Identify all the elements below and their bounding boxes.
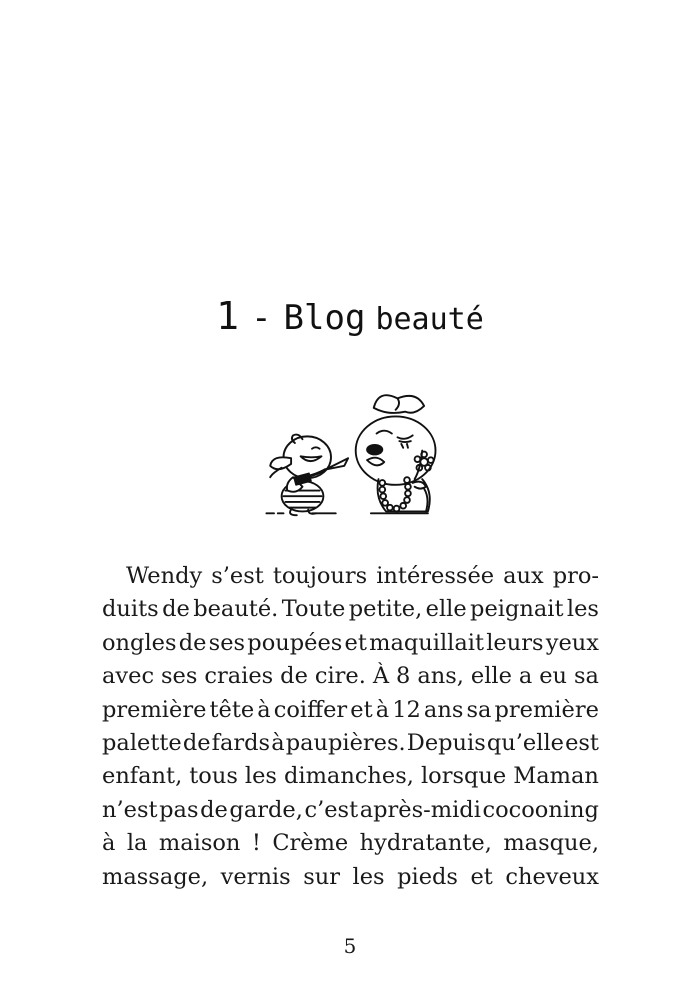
- text-line: [102, 560, 599, 593]
- word: aux: [503, 563, 544, 589]
- word: dimanches,: [283, 763, 414, 790]
- word: enfant,: [102, 763, 183, 790]
- word: Maman: [513, 763, 599, 790]
- text-line: [102, 627, 599, 660]
- word: masque,: [503, 830, 599, 857]
- word: paupières.: [285, 729, 406, 756]
- word: duits: [102, 596, 159, 623]
- chapter-number: 1: [216, 294, 240, 338]
- body-paragraph: [102, 560, 599, 894]
- chapter-title-word-1: Blog: [283, 298, 366, 338]
- word: ans,: [417, 663, 464, 690]
- word: a: [518, 663, 533, 690]
- word: Toute: [281, 596, 346, 623]
- word: avec: [102, 663, 155, 690]
- word: de: [280, 663, 308, 690]
- word: tête: [209, 696, 255, 723]
- word: sa: [574, 663, 599, 690]
- text-line: [102, 861, 599, 894]
- text-line: [102, 794, 599, 827]
- word: petite,: [348, 596, 423, 623]
- word: leurs: [486, 629, 544, 656]
- word: cire.: [314, 663, 366, 690]
- word: ses: [161, 663, 198, 690]
- child-figure-icon: [270, 435, 348, 516]
- word: beauté.: [193, 596, 279, 623]
- word: ses: [208, 629, 246, 656]
- word: c’est: [304, 796, 359, 823]
- word: 8: [396, 663, 411, 690]
- word: sur: [303, 863, 340, 890]
- word: à: [102, 830, 116, 857]
- word: peignait: [470, 596, 564, 623]
- word: de: [182, 729, 211, 756]
- word: de: [200, 796, 228, 823]
- word: et: [344, 629, 367, 656]
- word: palette: [102, 729, 182, 756]
- word: pas: [159, 796, 199, 823]
- word: maquillait: [369, 629, 485, 656]
- word: massage,: [102, 863, 209, 890]
- word: de: [178, 629, 207, 656]
- word: elle: [470, 663, 512, 690]
- word: après-midi: [359, 796, 481, 823]
- chapter-title-word-2: beauté: [375, 302, 484, 337]
- word: la: [126, 830, 148, 857]
- word: et: [350, 696, 373, 723]
- word: Crème: [272, 830, 349, 857]
- woman-figure-icon: [356, 395, 436, 511]
- word: est: [565, 729, 599, 756]
- word: à: [375, 696, 390, 723]
- word: À: [372, 663, 390, 690]
- word: pieds: [397, 863, 458, 890]
- chapter-illustration: [255, 382, 445, 524]
- word: sa: [466, 696, 492, 723]
- word: les: [244, 763, 277, 790]
- word: première: [102, 696, 207, 723]
- word: cheveux: [505, 863, 599, 890]
- word: de: [162, 596, 190, 623]
- text-line: [102, 694, 599, 727]
- word: ans: [423, 696, 464, 723]
- word: garde,: [229, 796, 303, 823]
- word: ongles: [102, 629, 177, 656]
- word: !: [251, 830, 261, 857]
- text-line: [102, 760, 599, 793]
- word: cocooning: [482, 796, 599, 823]
- text-line: [102, 660, 599, 693]
- word: Depuis: [406, 729, 486, 756]
- word: elle: [425, 596, 467, 623]
- word: coiffer: [273, 696, 348, 723]
- word: Wendy: [126, 563, 203, 589]
- word: les: [566, 596, 599, 623]
- word: hydratante,: [359, 830, 492, 857]
- word: et: [470, 863, 493, 890]
- word: tous: [189, 763, 238, 790]
- word: première: [494, 696, 599, 723]
- word: s’est: [211, 563, 264, 589]
- word: toujours: [272, 563, 368, 589]
- chapter-title: [0, 294, 700, 338]
- text-line: [102, 827, 599, 860]
- text-line: [102, 593, 599, 626]
- page-number: 5: [343, 934, 357, 958]
- word: poupées: [247, 629, 343, 656]
- word: 12: [392, 696, 421, 723]
- word: vernis: [220, 863, 291, 890]
- word: n’est: [102, 796, 158, 823]
- chapter-separator: -: [251, 298, 272, 338]
- word: eu: [539, 663, 568, 690]
- word: intéressée: [376, 563, 495, 589]
- word: à: [257, 696, 271, 723]
- word: pro-: [552, 563, 599, 589]
- word: à: [271, 729, 285, 756]
- word: craies: [204, 663, 274, 690]
- word: qu’elle: [486, 729, 564, 756]
- word: fards: [211, 729, 271, 756]
- word: les: [352, 863, 385, 890]
- word: yeux: [545, 629, 599, 656]
- word: lorsque: [420, 763, 507, 790]
- word: maison: [158, 830, 241, 857]
- text-line: [102, 727, 599, 760]
